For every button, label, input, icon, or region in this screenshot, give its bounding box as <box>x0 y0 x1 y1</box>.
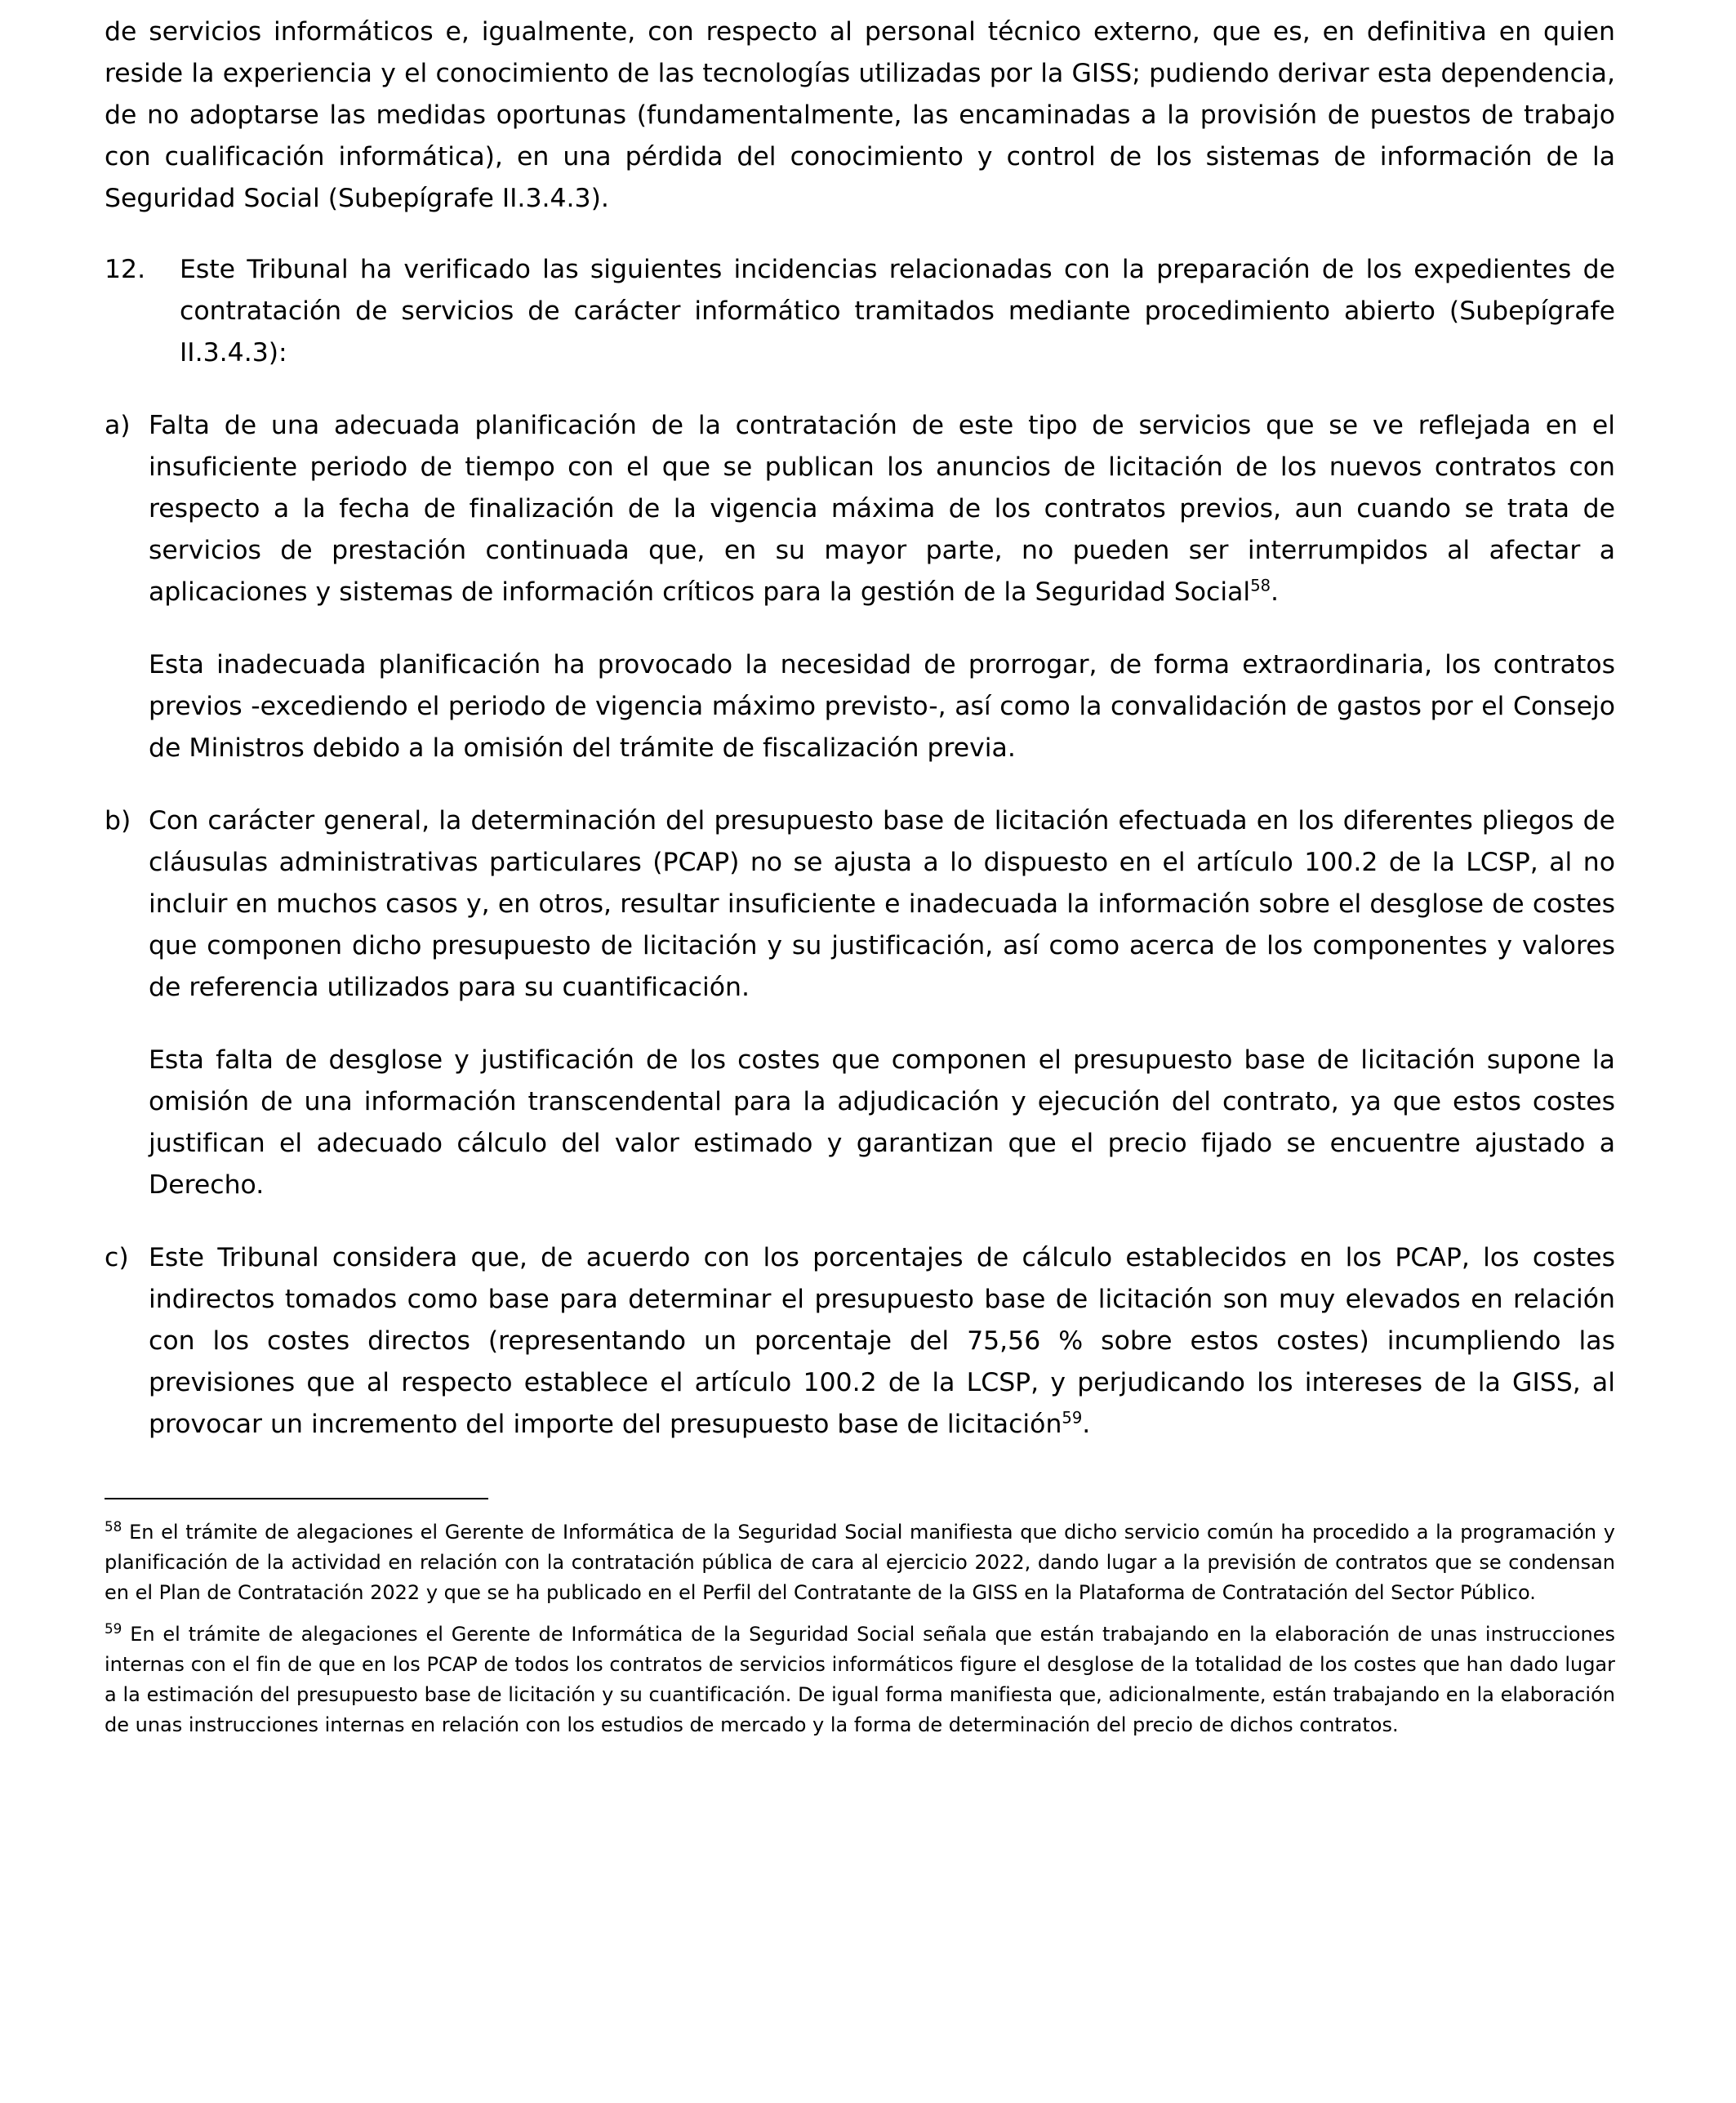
footnote-ref-58[interactable]: 58 <box>1250 576 1271 595</box>
item-a-text-tail: . <box>1271 577 1280 607</box>
item-letter-b: b) <box>105 806 131 835</box>
lettered-item-a <box>105 405 1615 613</box>
footnote-number-58: 58 <box>105 1518 122 1535</box>
item-b-text: Con carácter general, la determinación del presupuesto base de licitación efectuada en los diferentes pliegos de cláusulas administrativas particulares (PCAP) no se ajusta a lo dispuesto en el artículo 100.2 de la LCSP, al no incluir en muchos casos y, en otros, resultar insuficiente e inadecuada la información sobre el desglose de costes que componen dicho presupuesto de licitación y su justificación, así como acerca de los componentes y valores de referencia utilizados para su cuantificación. <box>149 806 1615 1002</box>
footnote-59-text: En el trámite de alegaciones el Gerente de Informática de la Seguridad Social señala que están trabajando en la elaboración de unas instrucciones internas con el fin de que en los PCAP de todos los contratos de servicios informáticos figure el desglose de la totalidad de los costes que han dado lugar a la estimación del presupuesto base de licitación y su cuantificación. De igual forma manifiesta que, adicionalmente, están trabajando en la elaboración de unas instrucciones internas en relación con los estudios de mercado y la forma de determinación del precio de dichos contratos. <box>105 1623 1615 1736</box>
footnote-58-text: En el trámite de alegaciones el Gerente de Informática de la Seguridad Social manifiesta que dicho servicio común ha procedido a la programación y planificación de la actividad en relación con la contratación pública de cara al ejercicio 2022, dando lugar a la previsión de contratos que se condensan en el Plan de Contratación 2022 y que se ha publicado en el Perfil del Contratante de la GISS en la Plataforma de Contratación del Sector Público. <box>105 1521 1615 1604</box>
item-a-follow-up: Esta inadecuada planificación ha provocado la necesidad de prorrogar, de forma extraordinaria, los contratos previos -excediendo el periodo de vigencia máximo previsto-, así como la convalidación de gastos por el Consejo de Ministros debido a la omisión del trámite de fiscalización previa. <box>149 650 1615 763</box>
footnotes-section <box>105 1498 1615 1740</box>
item-a-text-main: Falta de una adecuada planificación de la contratación de este tipo de servicios que se ve reflejada en el insuficiente periodo de tiempo con el que se publican los anuncios de licitación de los nuevos contratos con respecto a la fecha de finalización de la vigencia máxima de los contratos previos, aun cuando se trata de servicios de prestación continuada que, en su mayor parte, no pueden ser interrumpidos al afectar a aplicaciones y sistemas de información críticos para la gestión de la Seguridad Social <box>149 411 1615 607</box>
item-c-text-main: Este Tribunal considera que, de acuerdo con los porcentajes de cálculo establecidos en los PCAP, los costes indirectos tomados como base para determinar el presupuesto base de licitación son muy elevados en relación con los costes directos (representando un porcentaje del 75,56 % sobre estos costes) incumpliendo las previsiones que al respecto establece el artículo 100.2 de la LCSP, y perjudicando los intereses de la GISS, al provocar un incremento del importe del presupuesto base de licitación <box>149 1243 1615 1439</box>
item-letter-c: c) <box>105 1243 129 1272</box>
item-c-text <box>149 1237 1615 1446</box>
lettered-item-b <box>105 800 1615 1009</box>
item-letter-a: a) <box>105 411 131 440</box>
numbered-item-12 <box>105 249 1615 374</box>
footnote-number-59: 59 <box>105 1620 122 1637</box>
footnote-separator <box>105 1498 488 1499</box>
item-12-text: Este Tribunal ha verificado las siguientes incidencias relacionadas con la preparación de los expedientes de contratación de servicios de carácter informático tramitados mediante procedimiento abierto (Subepígrafe II.3.4.3): <box>180 255 1615 368</box>
item-number: 12. <box>105 255 146 284</box>
footnote-ref-59[interactable]: 59 <box>1062 1408 1083 1428</box>
item-c-text-tail: . <box>1082 1410 1091 1439</box>
footnote-58 <box>105 1517 1615 1608</box>
footnote-59 <box>105 1620 1615 1740</box>
continued-paragraph: de servicios informáticos e, igualmente, con respecto al personal técnico externo, que es, en definitiva en quien reside la experiencia y el conocimiento de las tecnologías utilizadas por la GISS; pudiendo derivar esta dependencia, de no adoptarse las medidas oportunas (fundamentalmente, las encaminadas a la provisión de puestos de trabajo con cualificación informática), en una pérdida del conocimiento y control de los sistemas de información de la Seguridad Social (Subepígrafe II.3.4.3). <box>105 17 1615 213</box>
item-a-text <box>149 405 1615 613</box>
item-b-follow-up: Esta falta de desglose y justificación de los costes que componen el presupuesto base de licitación supone la omisión de una información transcendental para la adjudicación y ejecución del contrato, ya que estos costes justifican el adecuado cálculo del valor estimado y garantizan que el precio fijado se encuentre ajustado a Derecho. <box>149 1045 1615 1200</box>
lettered-item-c <box>105 1237 1615 1446</box>
